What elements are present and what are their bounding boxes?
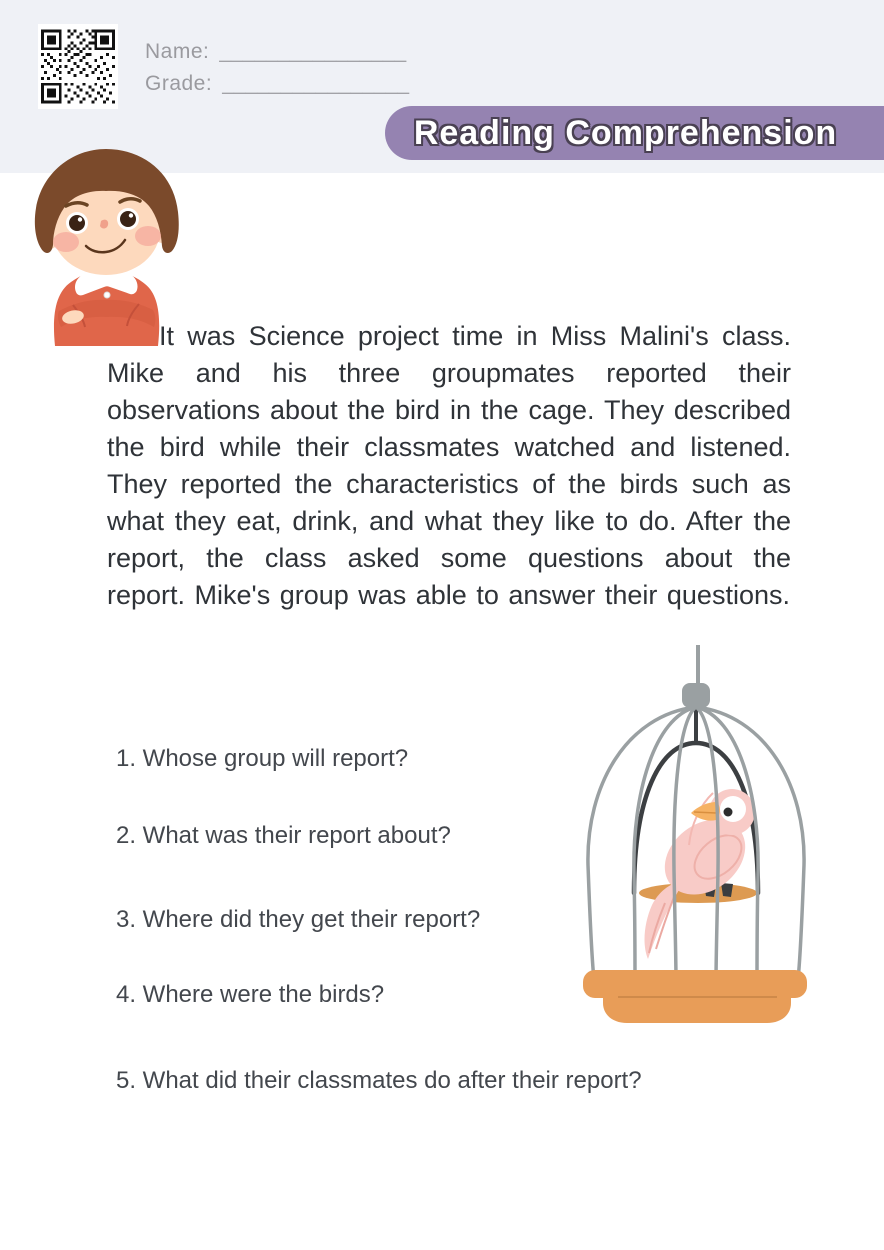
- bird: [645, 789, 760, 959]
- qr-code-icon: [38, 24, 118, 109]
- grade-field: [145, 68, 409, 100]
- name-field: [145, 36, 409, 68]
- student-info-fields: [145, 36, 409, 100]
- name-label: Name:: [145, 40, 210, 63]
- question-item-3: 3. Where did they get their report?: [116, 906, 481, 933]
- name-blank-line: ________________: [219, 40, 407, 63]
- question-item-5: 5. What did their classmates do after their report?: [116, 1067, 642, 1094]
- passage-text: It was Science project time in Miss Malini's class. Mike and his three groupmates reported their observations about the bird in the cage. They described the bird while their classmates watched and listened. They reported the characteristics of the birds such as what they eat, drink, and what they like to do. After the report, the class asked some questions about the report. Mike's group was able to answer their questions.: [107, 321, 791, 610]
- page-title: Reading Comprehension: [413, 113, 838, 152]
- question-item-4: 4. Where were the birds?: [116, 981, 385, 1008]
- grade-label: Grade:: [145, 72, 213, 95]
- question-item-1: 1. Whose group will report?: [116, 745, 409, 772]
- grade-blank-line: ________________: [222, 72, 410, 95]
- title-banner: [385, 106, 884, 160]
- birdcage-illustration: [570, 645, 820, 1035]
- question-item-2: 2. What was their report about?: [116, 822, 451, 849]
